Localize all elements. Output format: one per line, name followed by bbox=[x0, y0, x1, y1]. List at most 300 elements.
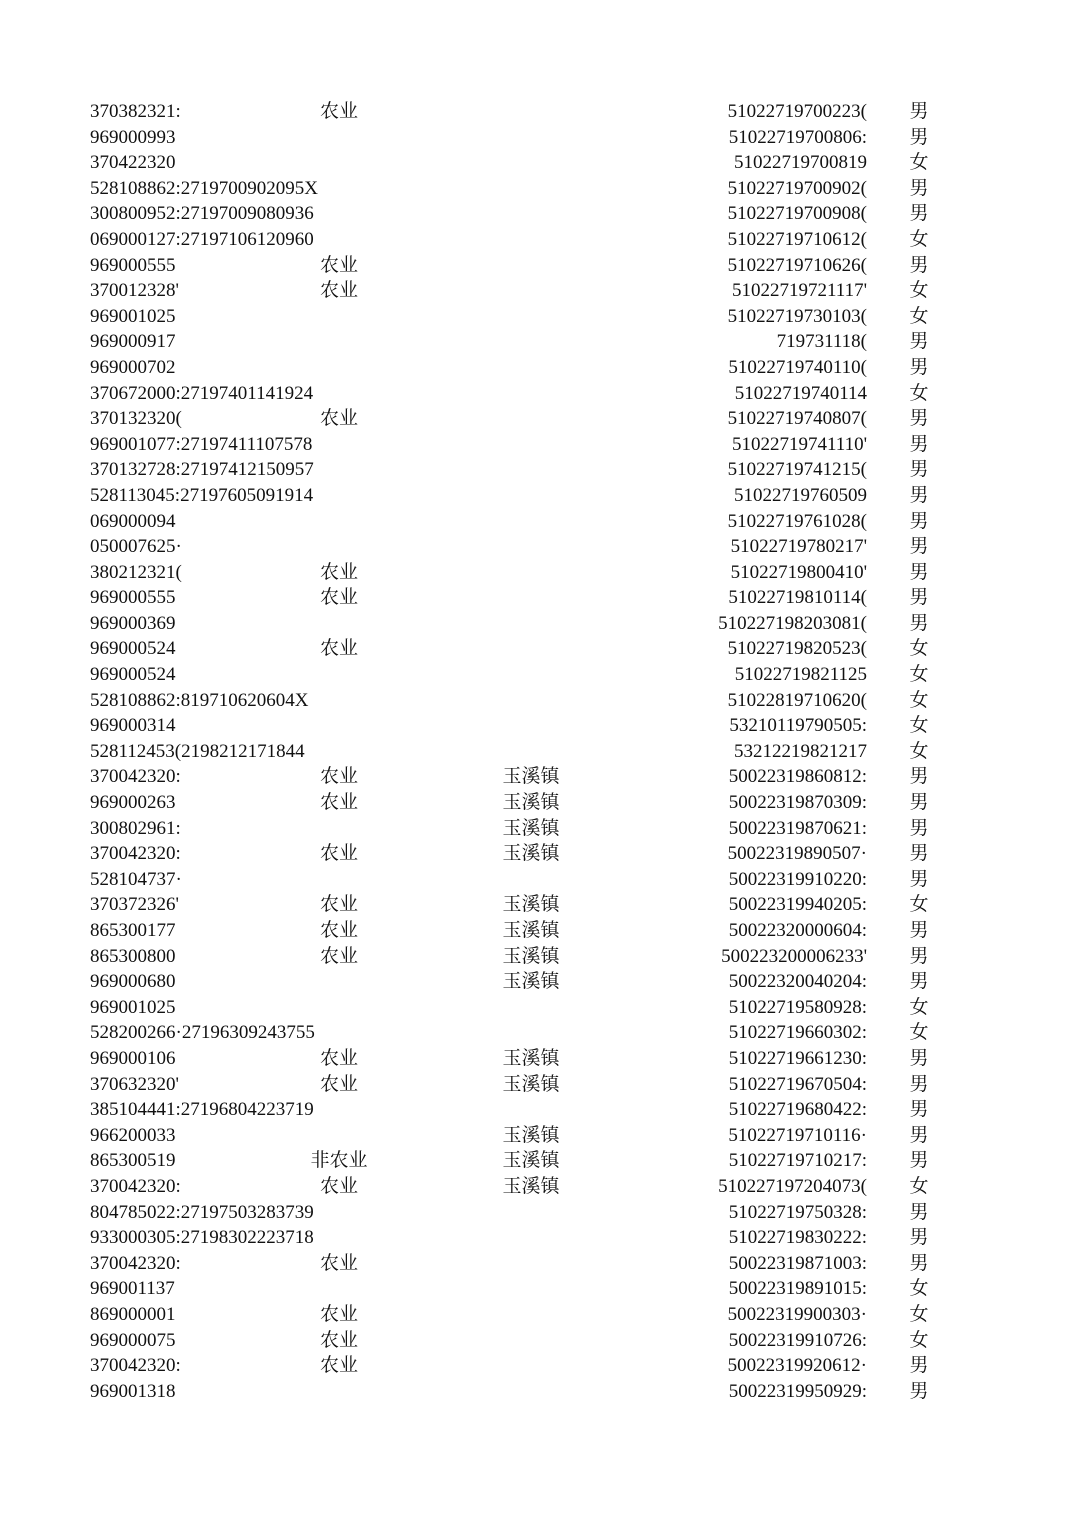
table-row bbox=[0, 406, 1075, 432]
table-row bbox=[0, 483, 1075, 509]
table-row bbox=[0, 534, 1075, 560]
table-row bbox=[0, 713, 1075, 739]
household-id-cell: 969000263 bbox=[90, 792, 176, 814]
id-number-cell: 51022719710612( bbox=[727, 228, 867, 250]
table-row bbox=[0, 585, 1075, 611]
gender-cell: 男 bbox=[909, 971, 929, 993]
table-row bbox=[0, 560, 1075, 586]
town-cell bbox=[488, 1020, 574, 1046]
table-row bbox=[0, 867, 1075, 893]
table-row bbox=[0, 841, 1075, 867]
household-id-cell: 969001137 bbox=[90, 1278, 175, 1300]
town-cell bbox=[488, 432, 574, 458]
household-id-cell: 969001025 bbox=[90, 996, 176, 1018]
town-cell bbox=[488, 867, 574, 893]
town-cell: 玉溪镇 bbox=[502, 1073, 560, 1095]
household-id-cell: 370042320: bbox=[90, 1355, 181, 1377]
town-cell: 玉溪镇 bbox=[502, 766, 560, 788]
household-id-cell: 969000555 bbox=[90, 587, 176, 609]
town-cell bbox=[488, 253, 574, 279]
town-cell bbox=[488, 995, 574, 1021]
household-type-cell bbox=[300, 381, 378, 407]
data-table bbox=[0, 99, 1075, 1404]
gender-cell: 女 bbox=[909, 1278, 929, 1300]
gender-cell: 男 bbox=[909, 792, 929, 814]
table-row bbox=[0, 457, 1075, 483]
gender-cell: 男 bbox=[909, 1124, 929, 1146]
household-id-cell: 300802961: bbox=[90, 817, 181, 839]
household-id-cell: 370042320: bbox=[90, 1252, 181, 1274]
table-row bbox=[0, 1072, 1075, 1098]
household-type-cell bbox=[300, 969, 378, 995]
gender-cell: 女 bbox=[909, 740, 929, 762]
household-id-cell: 969000524 bbox=[90, 638, 176, 660]
household-type-cell: 农业 bbox=[319, 945, 358, 967]
household-id-cell: 969001025 bbox=[90, 305, 176, 327]
household-type-cell bbox=[300, 816, 378, 842]
household-type-cell bbox=[300, 150, 378, 176]
table-row bbox=[0, 995, 1075, 1021]
household-type-cell: 农业 bbox=[319, 843, 358, 865]
gender-cell: 男 bbox=[909, 843, 929, 865]
id-number-cell: 51022719740114 bbox=[734, 382, 867, 404]
table-row bbox=[0, 125, 1075, 151]
gender-cell: 男 bbox=[909, 817, 929, 839]
household-type-cell: 农业 bbox=[319, 587, 358, 609]
id-number-cell: 51022719660302: bbox=[728, 1022, 867, 1044]
household-id-cell: 528200266·27196309243755 bbox=[90, 1022, 315, 1044]
id-number-cell: 51022719580928: bbox=[728, 996, 867, 1018]
gender-cell: 男 bbox=[909, 868, 929, 890]
household-type-cell: 非农业 bbox=[310, 1150, 368, 1172]
town-cell bbox=[488, 278, 574, 304]
id-number-cell: 51022719721117' bbox=[731, 280, 867, 302]
gender-cell: 男 bbox=[909, 433, 929, 455]
id-number-cell: 51022719700902( bbox=[727, 177, 867, 199]
household-id-cell: 050007625· bbox=[90, 536, 182, 558]
town-cell bbox=[488, 227, 574, 253]
town-cell bbox=[488, 355, 574, 381]
household-type-cell: 农业 bbox=[319, 101, 358, 122]
household-id-cell: 804785022:27197503283739 bbox=[90, 1201, 314, 1223]
table-row bbox=[0, 329, 1075, 355]
household-type-cell: 农业 bbox=[319, 1073, 358, 1095]
town-cell: 玉溪镇 bbox=[502, 843, 560, 865]
household-type-cell bbox=[300, 355, 378, 381]
household-type-cell: 农业 bbox=[319, 408, 358, 430]
table-row bbox=[0, 790, 1075, 816]
table-row bbox=[0, 432, 1075, 458]
id-number-cell: 51022719710116· bbox=[728, 1124, 867, 1146]
id-number-cell: 51022719710626( bbox=[727, 254, 867, 276]
gender-cell: 男 bbox=[909, 510, 929, 532]
gender-cell: 男 bbox=[909, 459, 929, 481]
town-cell bbox=[488, 1328, 574, 1354]
household-id-cell: 370132728:27197412150957 bbox=[90, 459, 314, 481]
id-number-cell: 510227198203081( bbox=[718, 612, 867, 634]
table-row bbox=[0, 1302, 1075, 1328]
household-type-cell bbox=[300, 125, 378, 151]
table-row bbox=[0, 1046, 1075, 1072]
household-id-cell: 969000369 bbox=[90, 612, 176, 634]
household-type-cell: 农业 bbox=[319, 561, 358, 583]
id-number-cell: 51022719700806: bbox=[728, 126, 867, 148]
household-type-cell bbox=[300, 1097, 378, 1123]
id-number-cell: 50022319920612· bbox=[727, 1355, 867, 1377]
gender-cell: 男 bbox=[909, 920, 929, 941]
gender-cell: 男 bbox=[909, 1099, 929, 1121]
gender-cell: 女 bbox=[909, 996, 929, 1018]
household-id-cell: 969000075 bbox=[90, 1329, 176, 1351]
gender-cell: 男 bbox=[909, 177, 929, 199]
table-row bbox=[0, 99, 1075, 125]
town-cell: 玉溪镇 bbox=[502, 817, 560, 839]
household-id-cell: 865300800 bbox=[90, 945, 176, 967]
table-row bbox=[0, 304, 1075, 330]
gender-cell: 女 bbox=[909, 638, 929, 660]
household-id-cell: 528104737· bbox=[90, 868, 182, 890]
town-cell bbox=[488, 201, 574, 227]
id-number-cell: 50022320000604: bbox=[728, 920, 867, 941]
household-type-cell bbox=[300, 432, 378, 458]
household-id-cell: 069000094 bbox=[90, 510, 176, 532]
table-row bbox=[0, 201, 1075, 227]
town-cell: 玉溪镇 bbox=[502, 894, 560, 916]
household-id-cell: 865300519 bbox=[90, 1150, 176, 1172]
table-row bbox=[0, 1200, 1075, 1226]
gender-cell: 男 bbox=[909, 203, 929, 225]
household-type-cell bbox=[300, 227, 378, 253]
table-row bbox=[0, 1020, 1075, 1046]
household-type-cell bbox=[300, 483, 378, 509]
town-cell bbox=[488, 1302, 574, 1328]
household-type-cell: 农业 bbox=[319, 1047, 358, 1069]
town-cell: 玉溪镇 bbox=[502, 1150, 560, 1172]
household-type-cell: 农业 bbox=[319, 766, 358, 788]
household-type-cell: 农业 bbox=[319, 920, 358, 941]
household-id-cell: 385104441:27196804223719 bbox=[90, 1099, 314, 1121]
household-type-cell: 农业 bbox=[319, 280, 358, 302]
town-cell bbox=[488, 585, 574, 611]
household-type-cell bbox=[300, 1379, 378, 1405]
gender-cell: 男 bbox=[909, 612, 929, 634]
gender-cell: 男 bbox=[909, 561, 929, 583]
gender-cell: 男 bbox=[909, 1380, 929, 1402]
table-row bbox=[0, 739, 1075, 765]
household-type-cell: 农业 bbox=[319, 1303, 358, 1325]
household-type-cell bbox=[300, 201, 378, 227]
household-id-cell: 370132320( bbox=[90, 408, 182, 430]
household-id-cell: 969000555 bbox=[90, 254, 176, 276]
gender-cell: 男 bbox=[909, 331, 929, 353]
household-id-cell: 300800952:27197009080936 bbox=[90, 203, 314, 225]
id-number-cell: 51022719740807( bbox=[727, 408, 867, 430]
id-number-cell: 50022319910726: bbox=[728, 1329, 867, 1351]
gender-cell: 男 bbox=[909, 1150, 929, 1172]
id-number-cell: 51022719741110' bbox=[731, 433, 867, 455]
table-row bbox=[0, 509, 1075, 535]
town-cell bbox=[488, 406, 574, 432]
table-row bbox=[0, 662, 1075, 688]
gender-cell: 男 bbox=[909, 1355, 929, 1377]
id-number-cell: 51022719710217: bbox=[728, 1150, 867, 1172]
household-id-cell: 370422320 bbox=[90, 152, 176, 174]
table-row bbox=[0, 918, 1075, 944]
household-id-cell: 969001077:27197411107578 bbox=[90, 433, 313, 455]
household-type-cell bbox=[300, 329, 378, 355]
gender-cell: 女 bbox=[909, 894, 929, 916]
household-type-cell bbox=[300, 1123, 378, 1149]
household-type-cell bbox=[300, 1225, 378, 1251]
gender-cell: 男 bbox=[909, 254, 929, 276]
id-number-cell: 51022719700819 bbox=[734, 152, 867, 174]
id-number-cell: 510227197204073( bbox=[718, 1175, 867, 1197]
household-type-cell: 农业 bbox=[319, 1175, 358, 1197]
town-cell: 玉溪镇 bbox=[502, 920, 560, 941]
id-number-cell: 51022719800410' bbox=[730, 561, 867, 583]
town-cell bbox=[488, 611, 574, 637]
id-number-cell: 50022319940205: bbox=[728, 894, 867, 916]
household-id-cell: 933000305:27198302223718 bbox=[90, 1227, 314, 1249]
id-number-cell: 51022719760509 bbox=[734, 484, 867, 506]
gender-cell: 女 bbox=[909, 228, 929, 250]
gender-cell: 女 bbox=[909, 715, 929, 737]
gender-cell: 男 bbox=[909, 587, 929, 609]
id-number-cell: 50022319890507· bbox=[727, 843, 867, 865]
town-cell bbox=[488, 457, 574, 483]
gender-cell: 男 bbox=[909, 1227, 929, 1249]
household-type-cell bbox=[300, 176, 378, 202]
town-cell bbox=[488, 329, 574, 355]
table-row bbox=[0, 636, 1075, 662]
table-row bbox=[0, 1353, 1075, 1379]
gender-cell: 女 bbox=[909, 1022, 929, 1044]
town-cell: 玉溪镇 bbox=[502, 792, 560, 814]
gender-cell: 女 bbox=[909, 280, 929, 302]
household-type-cell bbox=[300, 304, 378, 330]
household-id-cell: 380212321( bbox=[90, 561, 182, 583]
household-id-cell: 528108862:819710620604X bbox=[90, 689, 309, 711]
household-type-cell: 农业 bbox=[319, 894, 358, 916]
gender-cell: 男 bbox=[909, 1252, 929, 1274]
gender-cell: 男 bbox=[909, 356, 929, 378]
household-id-cell: 370012328' bbox=[90, 280, 179, 302]
household-type-cell bbox=[300, 611, 378, 637]
household-id-cell: 969000106 bbox=[90, 1047, 176, 1069]
town-cell bbox=[488, 713, 574, 739]
household-id-cell: 969000524 bbox=[90, 664, 176, 686]
town-cell: 玉溪镇 bbox=[502, 1047, 560, 1069]
household-type-cell bbox=[300, 509, 378, 535]
gender-cell: 男 bbox=[909, 945, 929, 967]
household-id-cell: 969001318 bbox=[90, 1380, 176, 1402]
household-type-cell bbox=[300, 1276, 378, 1302]
table-row bbox=[0, 1097, 1075, 1123]
household-type-cell bbox=[300, 534, 378, 560]
table-row bbox=[0, 1225, 1075, 1251]
town-cell bbox=[488, 1379, 574, 1405]
gender-cell: 男 bbox=[909, 408, 929, 430]
id-number-cell: 50022319871003: bbox=[728, 1252, 867, 1274]
household-type-cell: 农业 bbox=[319, 1355, 358, 1377]
household-type-cell bbox=[300, 867, 378, 893]
table-row bbox=[0, 381, 1075, 407]
household-id-cell: 370042320: bbox=[90, 1175, 181, 1197]
id-number-cell: 51022719810114( bbox=[728, 587, 867, 609]
gender-cell: 女 bbox=[909, 305, 929, 327]
id-number-cell: 50022319860812: bbox=[728, 766, 867, 788]
household-id-cell: 969000917 bbox=[90, 331, 176, 353]
household-id-cell: 069000127:27197106120960 bbox=[90, 228, 314, 250]
table-row bbox=[0, 1276, 1075, 1302]
id-number-cell: 500223200006233' bbox=[721, 945, 867, 967]
id-number-cell: 50022319950929: bbox=[728, 1380, 867, 1402]
table-row bbox=[0, 892, 1075, 918]
household-type-cell bbox=[300, 1200, 378, 1226]
town-cell bbox=[488, 1353, 574, 1379]
household-id-cell: 966200033 bbox=[90, 1124, 176, 1146]
household-id-cell: 865300177 bbox=[90, 920, 176, 941]
gender-cell: 男 bbox=[909, 126, 929, 148]
town-cell bbox=[488, 509, 574, 535]
table-row bbox=[0, 355, 1075, 381]
id-number-cell: 51022719700908( bbox=[727, 203, 867, 225]
town-cell bbox=[488, 150, 574, 176]
household-type-cell bbox=[300, 662, 378, 688]
town-cell bbox=[488, 304, 574, 330]
id-number-cell: 51022719670504: bbox=[728, 1073, 867, 1095]
household-type-cell: 农业 bbox=[319, 1329, 358, 1351]
table-row bbox=[0, 150, 1075, 176]
table-row bbox=[0, 1123, 1075, 1149]
town-cell bbox=[488, 176, 574, 202]
table-row bbox=[0, 278, 1075, 304]
id-number-cell: 50022319870309: bbox=[728, 792, 867, 814]
household-id-cell: 370382321: bbox=[90, 101, 181, 122]
household-type-cell bbox=[300, 688, 378, 714]
household-id-cell: 370372326' bbox=[90, 894, 179, 916]
household-id-cell: 969000314 bbox=[90, 715, 176, 737]
id-number-cell: 719731118( bbox=[776, 331, 867, 353]
table-row bbox=[0, 227, 1075, 253]
id-number-cell: 53212219821217 bbox=[734, 740, 867, 762]
table-row bbox=[0, 1174, 1075, 1200]
table-row bbox=[0, 253, 1075, 279]
household-id-cell: 370672000:27197401141924 bbox=[90, 382, 314, 404]
town-cell bbox=[488, 483, 574, 509]
town-cell bbox=[488, 1200, 574, 1226]
gender-cell: 男 bbox=[909, 536, 929, 558]
gender-cell: 男 bbox=[909, 484, 929, 506]
id-number-cell: 51022719830222: bbox=[728, 1227, 867, 1249]
id-number-cell: 51022719820523( bbox=[727, 638, 867, 660]
id-number-cell: 51022719730103( bbox=[727, 305, 867, 327]
household-id-cell: 370042320: bbox=[90, 766, 181, 788]
table-row bbox=[0, 1328, 1075, 1354]
town-cell: 玉溪镇 bbox=[502, 1124, 560, 1146]
town-cell bbox=[488, 1097, 574, 1123]
id-number-cell: 51022719700223( bbox=[727, 101, 867, 122]
gender-cell: 男 bbox=[909, 1201, 929, 1223]
gender-cell: 女 bbox=[909, 689, 929, 711]
household-id-cell: 869000001 bbox=[90, 1303, 176, 1325]
household-id-cell: 370042320: bbox=[90, 843, 181, 865]
gender-cell: 女 bbox=[909, 1175, 929, 1197]
town-cell bbox=[488, 739, 574, 765]
id-number-cell: 50022319900303· bbox=[727, 1303, 867, 1325]
id-number-cell: 51022719761028( bbox=[727, 510, 867, 532]
town-cell bbox=[488, 560, 574, 586]
id-number-cell: 51022719680422: bbox=[728, 1099, 867, 1121]
table-row bbox=[0, 816, 1075, 842]
household-id-cell: 969000993 bbox=[90, 126, 176, 148]
gender-cell: 男 bbox=[909, 1047, 929, 1069]
table-row bbox=[0, 176, 1075, 202]
table-row bbox=[0, 1251, 1075, 1277]
id-number-cell: 51022719750328: bbox=[728, 1201, 867, 1223]
gender-cell: 女 bbox=[909, 664, 929, 686]
gender-cell: 女 bbox=[909, 1329, 929, 1351]
town-cell bbox=[488, 1251, 574, 1277]
household-type-cell bbox=[300, 1020, 378, 1046]
household-type-cell bbox=[300, 739, 378, 765]
id-number-cell: 50022319891015: bbox=[728, 1278, 867, 1300]
table-row bbox=[0, 688, 1075, 714]
household-id-cell: 528112453(2198212171844 bbox=[90, 740, 305, 762]
town-cell bbox=[488, 662, 574, 688]
household-id-cell: 528113045:27197605091914 bbox=[90, 484, 314, 506]
table-row bbox=[0, 1379, 1075, 1405]
id-number-cell: 51022719780217' bbox=[730, 536, 867, 558]
id-number-cell: 50022319910220: bbox=[728, 868, 867, 890]
household-type-cell bbox=[300, 457, 378, 483]
town-cell bbox=[488, 636, 574, 662]
id-number-cell: 51022719821125 bbox=[734, 664, 867, 686]
table-row bbox=[0, 944, 1075, 970]
household-type-cell: 农业 bbox=[319, 792, 358, 814]
gender-cell: 男 bbox=[909, 101, 929, 122]
town-cell bbox=[488, 688, 574, 714]
household-id-cell: 969000680 bbox=[90, 971, 176, 993]
table-row bbox=[0, 1148, 1075, 1174]
household-type-cell bbox=[300, 995, 378, 1021]
town-cell bbox=[488, 381, 574, 407]
town-cell: 玉溪镇 bbox=[502, 1175, 560, 1197]
gender-cell: 女 bbox=[909, 152, 929, 174]
town-cell: 玉溪镇 bbox=[502, 945, 560, 967]
gender-cell: 男 bbox=[909, 766, 929, 788]
town-cell: 玉溪镇 bbox=[502, 971, 560, 993]
gender-cell: 女 bbox=[909, 1303, 929, 1325]
id-number-cell: 53210119790505: bbox=[729, 715, 867, 737]
gender-cell: 女 bbox=[909, 382, 929, 404]
gender-cell: 男 bbox=[909, 1073, 929, 1095]
id-number-cell: 50022320040204: bbox=[728, 971, 867, 993]
table-row bbox=[0, 764, 1075, 790]
household-id-cell: 370632320' bbox=[90, 1073, 179, 1095]
town-cell bbox=[488, 1276, 574, 1302]
town-cell bbox=[488, 99, 574, 125]
table-row bbox=[0, 611, 1075, 637]
town-cell bbox=[488, 125, 574, 151]
household-type-cell bbox=[300, 713, 378, 739]
id-number-cell: 51022819710620( bbox=[727, 689, 867, 711]
id-number-cell: 51022719740110( bbox=[728, 356, 867, 378]
town-cell bbox=[488, 1225, 574, 1251]
household-id-cell: 969000702 bbox=[90, 356, 176, 378]
household-id-cell: 528108862:2719700902095X bbox=[90, 177, 318, 199]
household-type-cell: 农业 bbox=[319, 1252, 358, 1274]
